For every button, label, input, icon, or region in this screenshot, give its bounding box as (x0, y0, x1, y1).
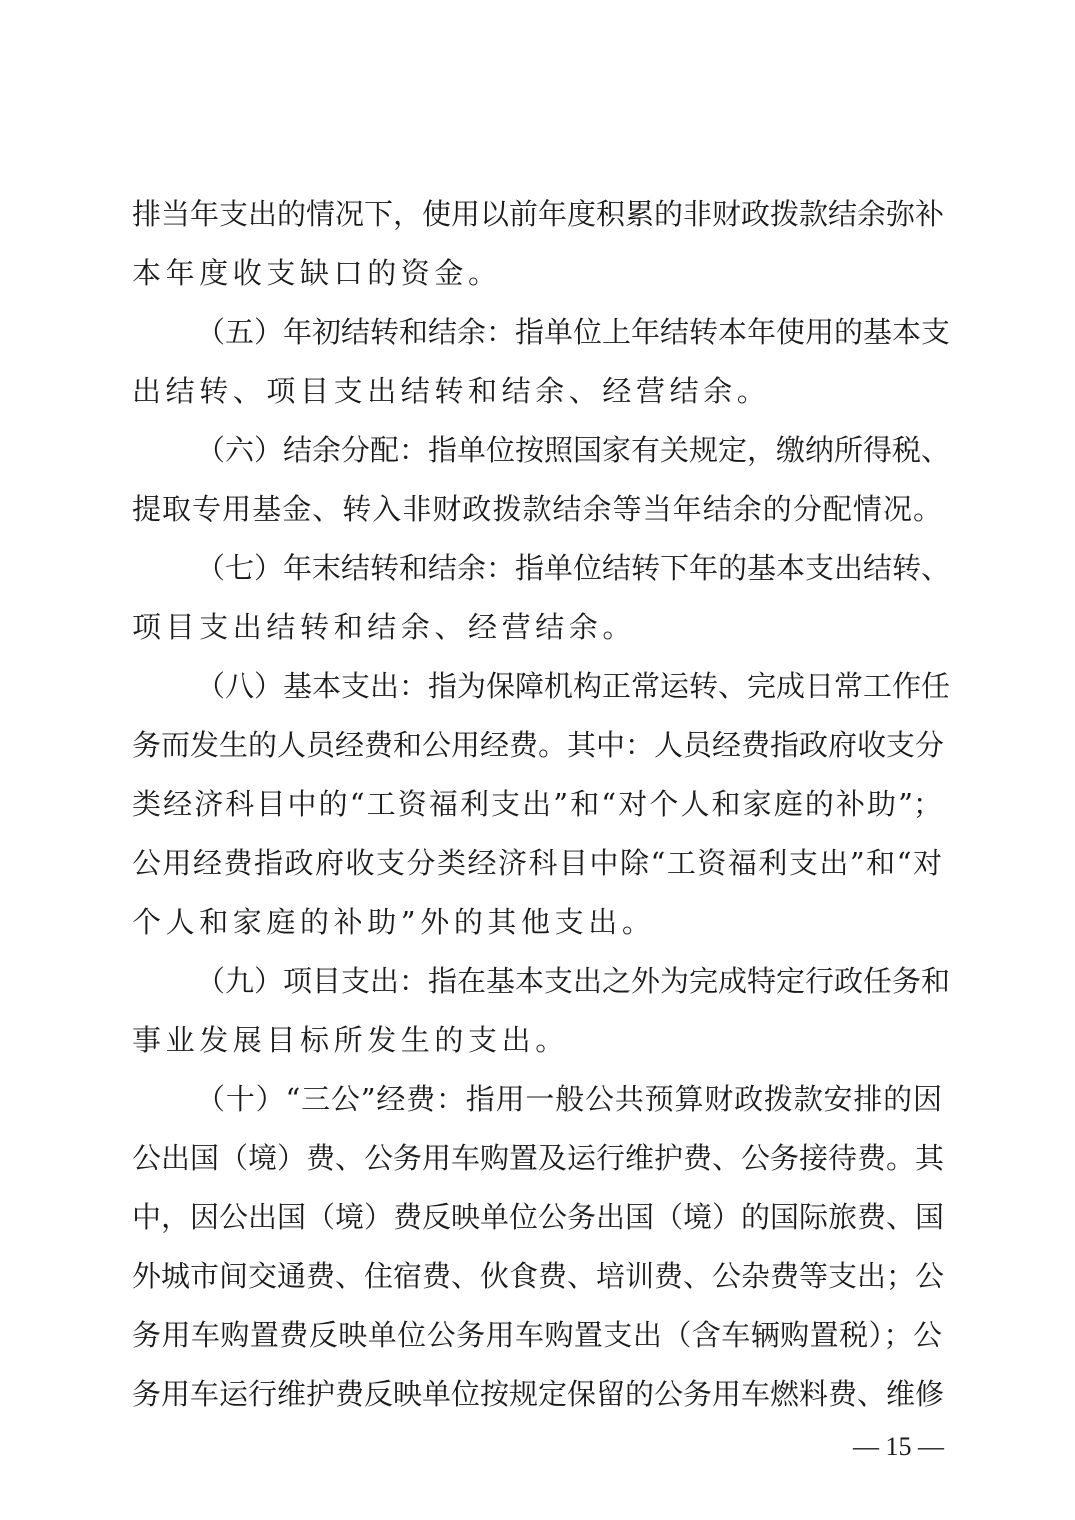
body-text (132, 185, 951, 1424)
text-line: 事业发展目标所发生的支出。 (132, 1023, 569, 1057)
text-line: （六）结余分配：指单位按照国家有关规定，缴纳所得税、 (196, 433, 951, 467)
text-line: 务而发生的人员经费和公用经费。其中：人员经费指政府收支分 (132, 728, 945, 762)
text-line: （五）年初结转和结余：指单位上年结转本年使用的基本支 (196, 315, 951, 349)
text-line: 个人和家庭的补助”外的其他支出。 (132, 905, 656, 939)
text-line: 务用车运行维护费反映单位按规定保留的公务用车燃料费、维修 (132, 1377, 945, 1411)
text-line: 排当年支出的情况下，使用以前年度积累的非财政拨款结余弥补 (132, 197, 945, 231)
text-line: 本年度收支缺口的资金。 (132, 256, 502, 290)
text-line: （七）年末结转和结余：指单位结转下年的基本支出结转、 (196, 551, 951, 585)
page-number: — 15 — (853, 1432, 944, 1461)
text-line: （九）项目支出：指在基本支出之外为完成特定行政任务和 (196, 964, 951, 998)
text-line: 提取专用基金、转入非财政拨款结余等当年结余的分配情况。 (132, 492, 942, 526)
text-line: 外城市间交通费、住宿费、伙食费、培训费、公杂费等支出；公 (132, 1259, 945, 1293)
text-line: （十）“三公”经费：指用一般公共预算财政拨款安排的因 (196, 1082, 942, 1116)
text-line: 类经济科目中的“工资福利支出”和“对个人和家庭的补助”； (132, 787, 942, 821)
text-line: 出结转、项目支出结转和结余、经营结余。 (132, 374, 771, 408)
text-line: （八）基本支出：指为保障机构正常运转、完成日常工作任 (196, 669, 951, 703)
text-line: 公用经费指政府收支分类经济科目中除“工资福利支出”和“对 (132, 846, 942, 880)
text-line: 务用车购置费反映单位公务用车购置支出（含车辆购置税）；公 (132, 1318, 942, 1352)
text-line: 公出国（境）费、公务用车购置及运行维护费、公务接待费。其 (132, 1141, 945, 1175)
text-line: 中，因公出国（境）费反映单位公务出国（境）的国际旅费、国 (132, 1200, 945, 1234)
text-line: 项目支出结转和结余、经营结余。 (132, 610, 637, 644)
